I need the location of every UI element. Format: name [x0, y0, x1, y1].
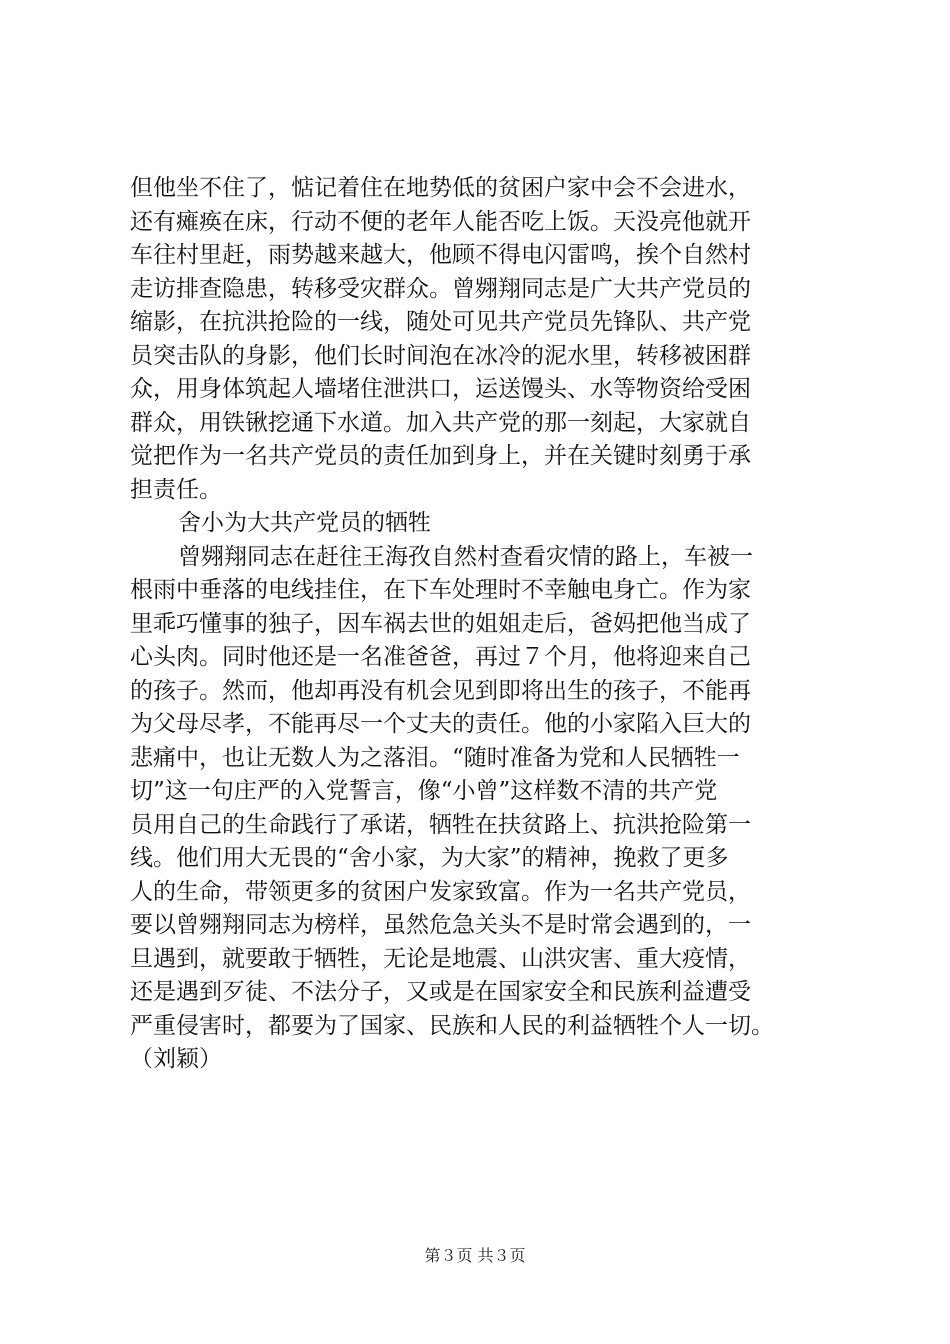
text-line: 的孩子。然而，他却再没有机会见到即将出生的孩子，不能再 — [130, 677, 751, 704]
text-line: 心头肉。同时他还是一名准爸爸，再过７个月，他将迎来自己 — [130, 644, 751, 670]
text-line: 还有瘫痪在床，行动不便的老年人能否吃上饭。天没亮他就开 — [130, 208, 751, 235]
text-line: 担责任。 — [130, 476, 222, 503]
text-line: 里乖巧懂事的独子，因车祸去世的姐姐走后，爸妈把他当成了 — [130, 610, 751, 637]
text-line: 缩影，在抗洪抢险的一线，随处可见共产党员先锋队、共产党 — [130, 309, 751, 335]
paragraph-first-line: 曾翙翔同志在赶往王海孜自然村查看灾情的路上，车被一 — [178, 543, 753, 570]
section-heading: 舍小为大共产党员的牺牲 — [178, 510, 431, 536]
text-line: 人的生命，带领更多的贫困户发家致富。作为一名共产党员， — [130, 878, 751, 905]
author-credit: （刘颖） — [130, 1046, 222, 1072]
text-line: 群众，用铁锹挖通下水道。加入共产党的那一刻起，大家就自 — [130, 409, 751, 436]
text-line: 员用自己的生命践行了承诺，牺牲在扶贫路上、抗洪抢险第一 — [130, 811, 751, 838]
text-line: 根雨中垂落的电线挂住，在下车处理时不幸触电身亡。作为家 — [130, 577, 751, 603]
text-line: 众，用身体筑起人墙堵住泄洪口，运送馒头、水等物资给受困 — [130, 376, 751, 402]
text-line: 为父母尽孝，不能再尽一个丈夫的责任。他的小家陷入巨大的 — [130, 711, 751, 737]
text-line: 线。他们用大无畏的“舍小家，为大家”的精神，挽救了更多 — [130, 845, 729, 871]
text-line: 走访排查隐患，转移受灾群众。曾翙翔同志是广大共产党员的 — [130, 275, 751, 302]
text-line: 切”这一句庄严的入党誓言，像“小曾”这样数不清的共产党 — [130, 778, 718, 804]
text-line: 要以曾翙翔同志为榜样，虽然危急关头不是时常会遇到的，一 — [130, 912, 751, 938]
document-body — [130, 172, 840, 1077]
text-line: 还是遇到歹徒、不法分子，又或是在国家安全和民族利益遭受 — [130, 979, 751, 1005]
text-line: 车往村里赶，雨势越来越大，他顾不得电闪雷鸣，挨个自然村 — [130, 242, 751, 268]
text-line: 员突击队的身影，他们长时间泡在冰冷的泥水里，转移被困群 — [130, 342, 751, 369]
text-line: 旦遇到，就要敢于牺牲，无论是地震、山洪灾害、重大疫情， — [130, 945, 751, 972]
text-line: 悲痛中，也让无数人为之落泪。“随时准备为党和人民牺牲一 — [130, 744, 740, 771]
text-line: 严重侵害时，都要为了国家、民族和人民的利益牺牲个人一切。 — [130, 1012, 774, 1039]
page-number-footer: 第３页 共３页 — [424, 1246, 526, 1265]
text-line: 觉把作为一名共产党员的责任加到身上，并在关键时刻勇于承 — [130, 443, 751, 469]
text-line: 但他坐不住了，惦记着住在地势低的贫困户家中会不会进水， — [130, 175, 751, 201]
